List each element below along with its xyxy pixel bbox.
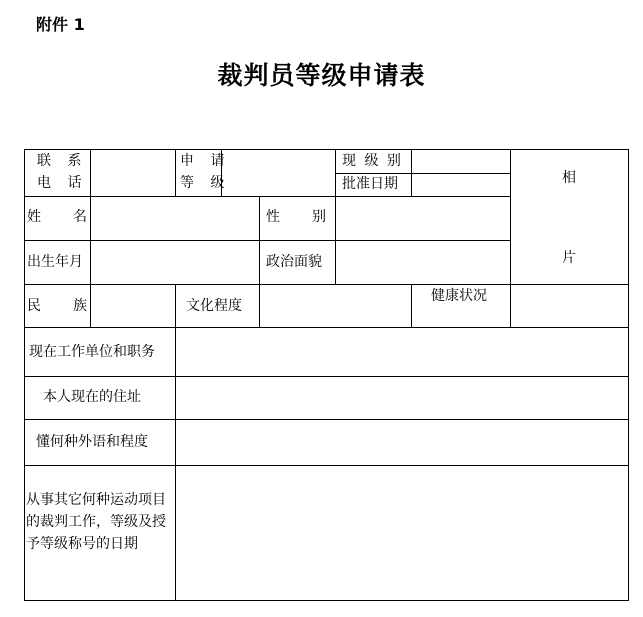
form-line (24, 284, 629, 285)
form-line (411, 284, 412, 328)
political-status-label: 政治面貌 (266, 254, 322, 270)
form-line (24, 465, 629, 466)
form-line (24, 376, 629, 377)
form-line (24, 419, 629, 420)
form-line (628, 149, 629, 601)
address-label: 本人现在的住址 (43, 389, 141, 405)
apply-level-label-line-1: 申 请 (180, 153, 231, 169)
form-line (24, 240, 510, 241)
form-line (259, 196, 260, 284)
form-line (259, 284, 260, 328)
languages-label: 懂何种外语和程度 (36, 434, 148, 450)
gender-label-second: 别 (312, 209, 326, 225)
form-line (175, 149, 176, 196)
photo-label-top: 相 (562, 170, 576, 186)
name-label-second: 名 (73, 209, 87, 225)
ethnicity-label-first: 民 (27, 298, 41, 314)
form-line (90, 149, 91, 196)
form-line (510, 149, 511, 328)
other-sports-label: 从事其它何种运动项目的裁判工作，等级及授予等级称号的日期 (26, 492, 166, 552)
education-label: 文化程度 (186, 298, 242, 314)
name-label-first: 姓 (27, 209, 41, 225)
form-line (411, 149, 412, 196)
form-line (90, 196, 91, 328)
form-line (24, 600, 629, 601)
form-line (24, 196, 510, 197)
workplace-label: 现在工作单位和职务 (29, 344, 155, 360)
health-status-label: 健康状况 (431, 288, 487, 304)
contact-phone-label-line-2: 电 话 (37, 175, 88, 191)
attachment-label: 附件 1 (36, 15, 85, 34)
approval-date-label: 批准日期 (342, 176, 398, 192)
ethnicity-label-second: 族 (73, 298, 87, 314)
gender-label-first: 性 (266, 209, 280, 225)
form-line (175, 284, 176, 328)
photo-label-bottom: 片 (562, 250, 576, 266)
birth-date-label: 出生年月 (27, 254, 83, 270)
current-level-label: 现 级 别 (342, 153, 403, 169)
contact-phone-label-line-1: 联 系 (37, 153, 88, 169)
apply-level-label-line-2: 等 级 (180, 175, 231, 191)
form-line (24, 327, 629, 328)
page-title: 裁判员等级申请表 (217, 61, 426, 90)
form-line (24, 149, 629, 150)
form-line (24, 149, 25, 601)
form-line (175, 327, 176, 601)
form-line (335, 149, 336, 196)
form-line (335, 196, 336, 284)
